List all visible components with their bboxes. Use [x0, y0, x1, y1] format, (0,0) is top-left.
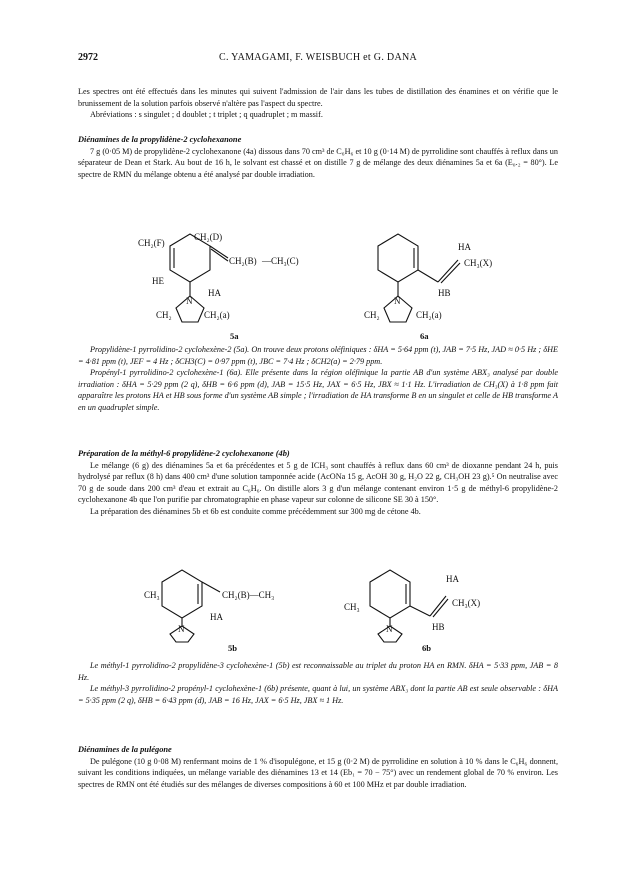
label-n-5b: N	[178, 624, 185, 634]
label-ch3-5b: CH₃	[144, 590, 160, 600]
nmr-6a-paragraph: Propényl-1 pyrrolidino-2 cyclohexène-1 (6a). Elle présente dans la région oléfinique la partie AB d'un système ABX₃ analysé par double irradiation : δHA = 5·29 ppm (2 q), δHB = 6·6 ppm (d), JAB = 15·5 Hz, JAX = 6·5 Hz, JBX ≈ 1·1 Hz. L'irradiation de CH₃(X) à 1·8 ppm fait apparaître les protons HA et HB sous forme d'un système AB simple ; l'irradiation de HA transforme B en un singulet et celle de HB transforme A en un quadruplet simple.	[78, 368, 558, 412]
structure-5a	[138, 232, 299, 322]
intro-block	[78, 86, 558, 121]
label-ha-5a: HA	[208, 288, 221, 298]
label-ch2-6a: CH₂	[364, 310, 380, 320]
label-ch3-6b: CH₃	[344, 602, 360, 612]
label-ch2b-5b: CH₂(B)—CH₃	[222, 590, 275, 600]
intro-paragraph: Les spectres ont été effectués dans les minutes qui suivent l'admission de l'air dans les tubes de distillation des énamines et on vérifie que le brunissement de la solution parfois observé n'altère pas l'aspect du spectre.	[78, 87, 558, 108]
label-hb-6a: HB	[438, 288, 451, 298]
section1-body: 7 g (0·05 M) de propylidène-2 cyclohexanone (4a) dissous dans 70 cm³ de C₆H₆ et 10 g (0·14 M) de pyrrolidine sont chauffés à reflux dans un séparateur de Dean et Stark. Au bout de 16 h, le solvant est chassé et on distille 7 g de mélange des deux diénamines 5a et 6a (E₀.₂ = 80°). Le spectre de RMN du mélange obtenu a été analysé par double irradiation.	[78, 146, 558, 179]
section3-body: De pulégone (10 g 0·08 M) renfermant moins de 1 % d'isopulégone, et 15 g (0·2 M) de pyrrolidine en solution à 10 % dans le C₆H₆ donnent, suivant les conditions indiquées, un mélange variable des diénamines 13 et 14 (Eb₁ = 70 − 75°) avec un rendement global de 70 % environ. Les spectres de RMN ont été étudiés sur des mélanges de diverses compositions à 60 et 100 MHz et par double irradiation.	[78, 756, 558, 789]
label-ch2b: CH₂(B)	[229, 256, 257, 266]
label-n-5a: N	[186, 296, 193, 306]
figure-5a-6a	[78, 224, 558, 328]
structure-6a	[364, 234, 492, 322]
section2-body: Le mélange (6 g) des diénamines 5a et 6a précédentes et 5 g de ICH₃ sont chauffés à reflux dans 60 cm³ de dioxanne pendant 24 h, puis hydrolysé par reflux (8 h) dans 400 cm³ d'une solution tamponnée acide (AcONa 15 g, AcOH 30 g, H₂O 22 g, CH₃OH 23 g).⁵ On neutralise avec 70 g de soude dans 200 cm³ d'eau et extrait au C₆H₆. On distille alors 3 g d'un mélange contenant environ 1·5 g de méthyl-6 propylidène-2 cyclohexanone 4b que l'on purifie par chromatographie en phase vapeur sur colonne de silicone SE 30 à 150°.	[78, 460, 558, 505]
page-number: 2972	[78, 52, 98, 63]
section1-block	[78, 134, 558, 180]
caption-6b: 6b	[422, 643, 432, 653]
label-ch2-5a: CH₂	[156, 310, 172, 320]
section1-nmr-block	[78, 344, 558, 414]
label-ch2a-6a: CH₂(a)	[416, 310, 442, 320]
running-authors: C. YAMAGAMI, F. WEISBUCH et G. DANA	[218, 52, 418, 63]
section2-heading: Préparation de la méthyl-6 propylidène-2 cyclohexanone (4b)	[78, 449, 290, 458]
structure-5b	[144, 570, 274, 642]
nmr-5b-paragraph: Le méthyl-1 pyrrolidino-2 propylidène-3 cyclohexène-1 (5b) est reconnaissable au triplet du proton HA en RMN. δHA = 5·33 ppm, JAB = 8 Hz.	[78, 661, 558, 682]
label-ch3x-6a: CH₃(X)	[464, 258, 493, 268]
section1-heading: Diénamines de la propylidène-2 cyclohexanone	[78, 135, 242, 144]
label-ha-6a: HA	[458, 242, 471, 252]
structure-6b	[344, 570, 480, 642]
section2-body2: La préparation des diénamines 5b et 6b est conduite comme précédemment sur 300 mg de cétone 4b.	[90, 506, 421, 516]
caption-6a: 6a	[420, 331, 429, 341]
caption-5a: 5a	[230, 331, 239, 341]
running-header	[78, 52, 558, 66]
label-ch2f: CH₂(F)	[138, 238, 165, 248]
caption-5b: 5b	[228, 643, 238, 653]
section3-block	[78, 744, 558, 790]
label-ha-5b: HA	[210, 612, 223, 622]
label-he: HE	[152, 276, 164, 286]
label-n-6b: N	[386, 624, 393, 634]
section2-nmr-block	[78, 660, 558, 706]
label-ch3x-6b: CH₃(X)	[452, 598, 481, 608]
label-n-6a: N	[394, 296, 401, 306]
label-ch2a-5a: CH₂(a)	[204, 310, 230, 320]
section3-heading: Diénamines de la pulégone	[78, 745, 172, 754]
nmr-5a-paragraph: Propylidène-1 pyrrolidino-2 cyclohexène-2 (5a). On trouve deux protons oléfiniques : δHA = 5·64 ppm (t), JAB = 7·5 Hz, JAD ≈ 0·5 Hz ; δHE = 4·81 ppm (t), JEF = 4 Hz ; δCH3(C) = 0·97 ppm (t), JBC = 7·4 Hz ; δCH2(a) = 2·79 ppm.	[78, 345, 558, 366]
label-ch3c: —CH₃(C)	[262, 256, 299, 266]
label-ha-6b: HA	[446, 574, 459, 584]
abbreviations-paragraph: Abréviations : s singulet ; d doublet ; t triplet ; q quadruplet ; m massif.	[90, 110, 323, 120]
label-hb-6b: HB	[432, 622, 445, 632]
section2-block	[78, 448, 558, 518]
figure-5b-6b	[78, 566, 558, 642]
label-ch2d: CH₂(D)	[194, 232, 223, 242]
nmr-6b-paragraph: Le méthyl-3 pyrrolidino-2 propényl-1 cyclohexène-1 (6b) présente, quant à lui, un système ABX₃ dont la partie AB est seule observable : δHA = 5·35 ppm (2 q), δHB = 6·43 ppm (d), JAB = 16 Hz, JAX = 6·5 Hz, JBX ≈ 1 Hz.	[78, 684, 558, 705]
